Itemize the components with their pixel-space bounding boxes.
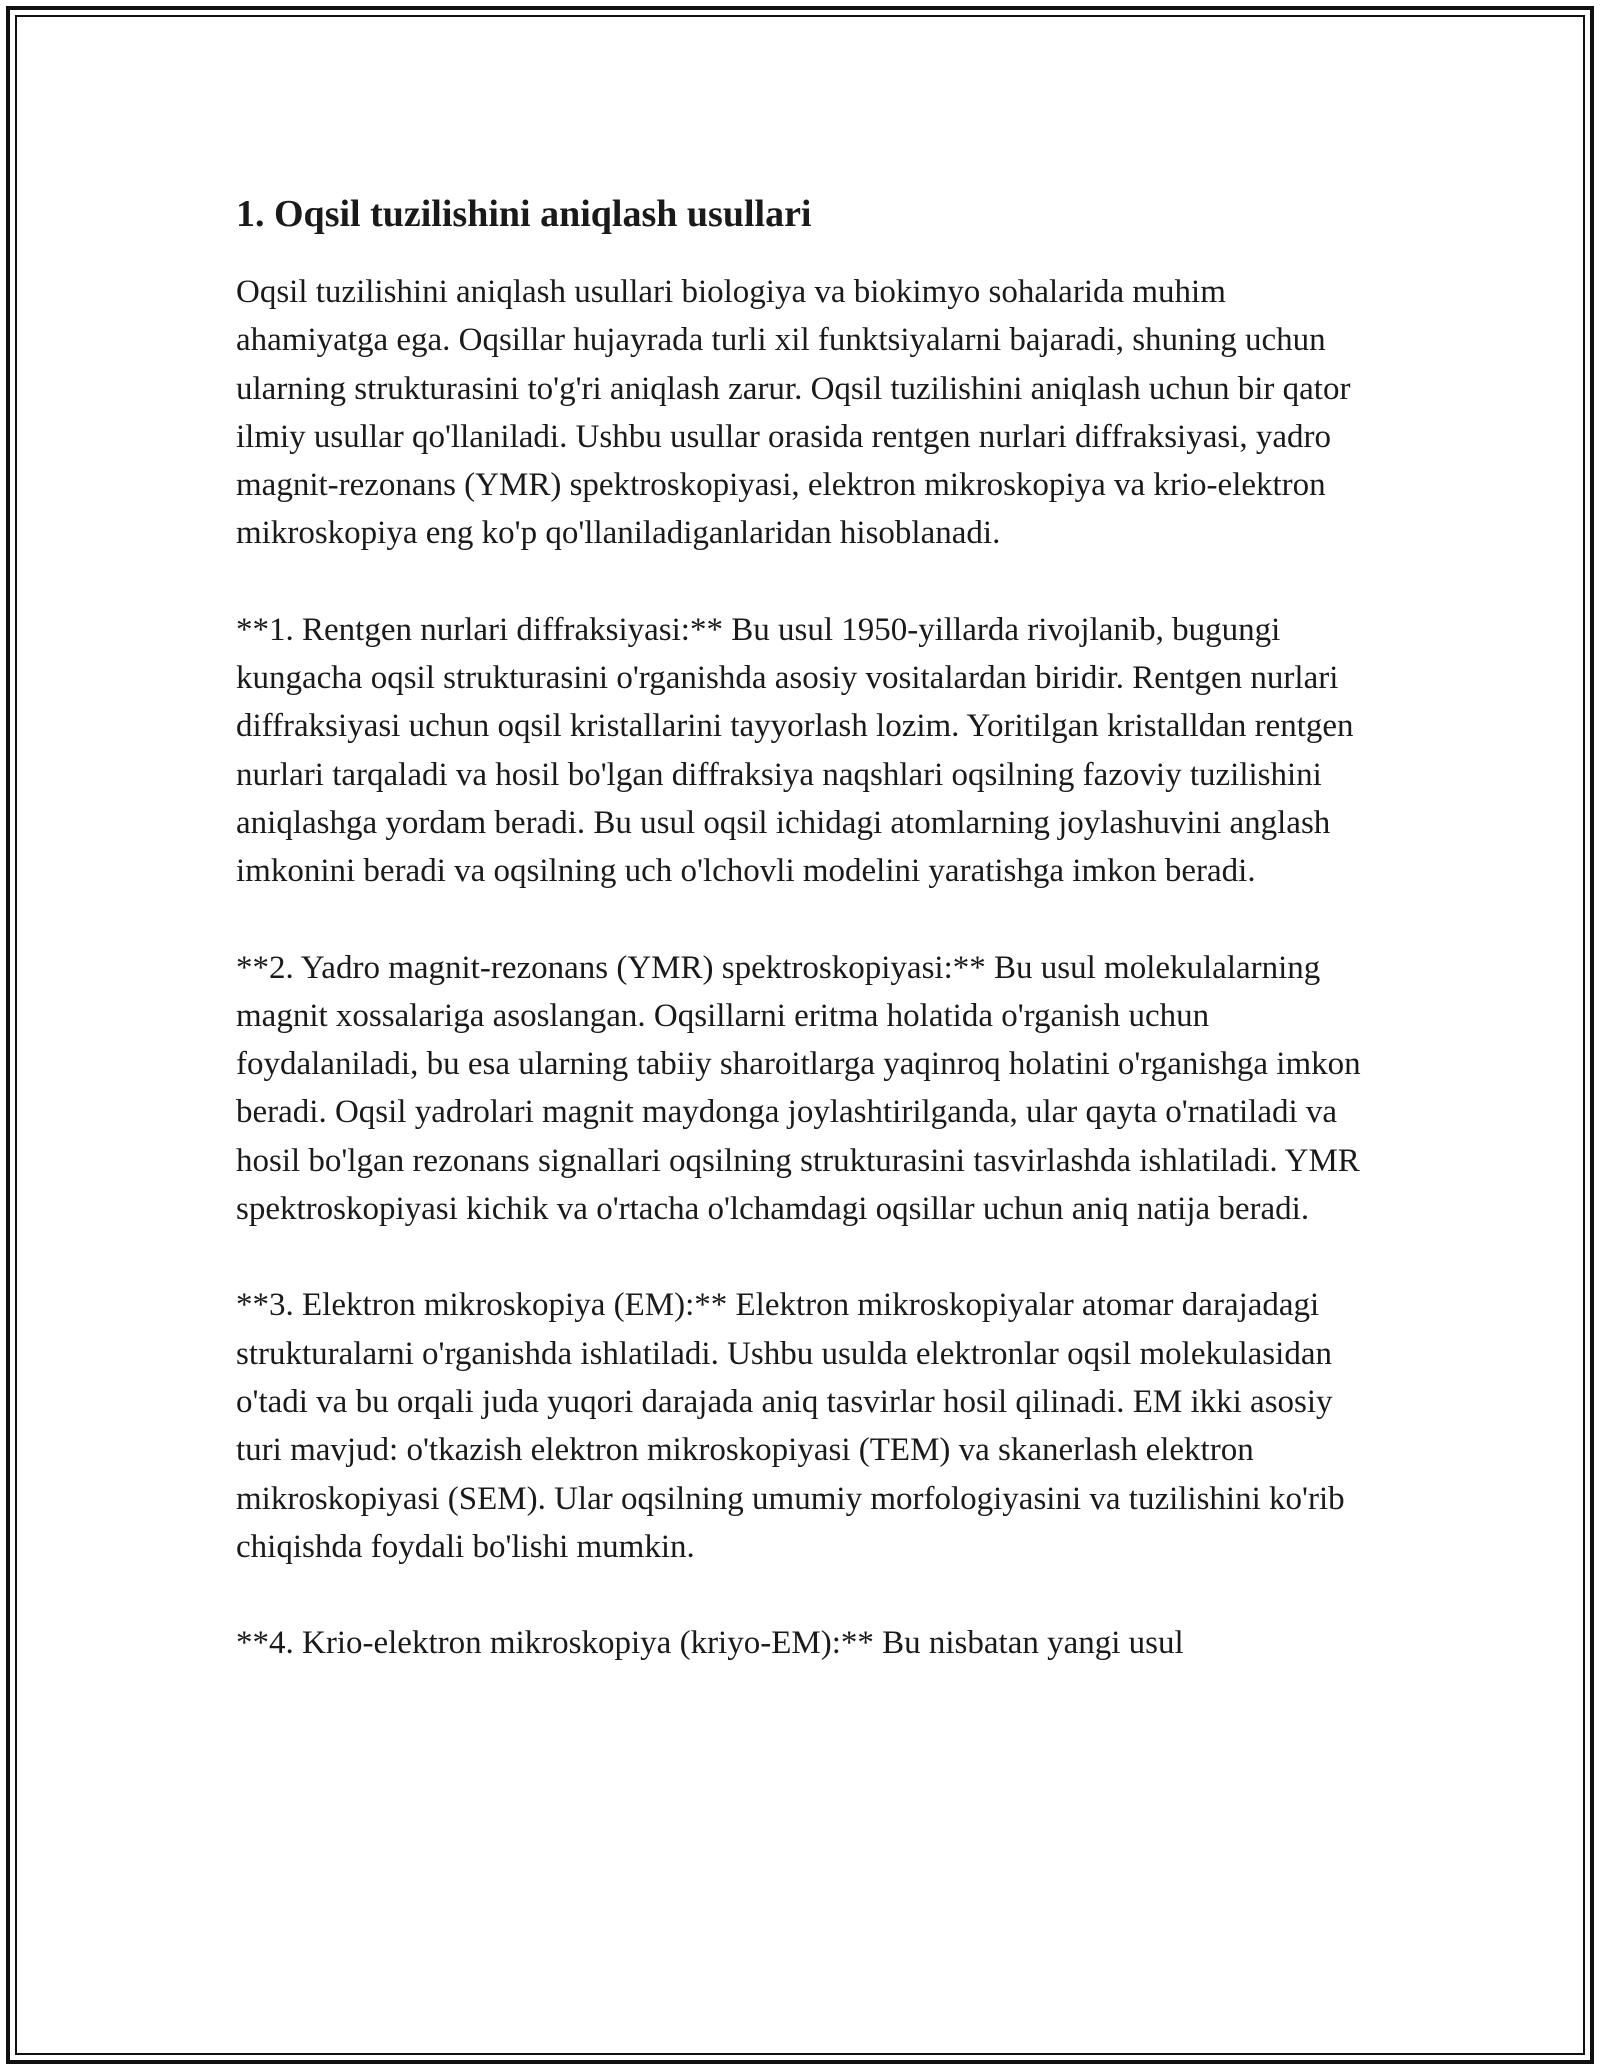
intro-paragraph: Oqsil tuzilishini aniqlash usullari biologiya va biokimyo sohalarida muhim ahamiyatga ega. Oqsillar hujayrada turli xil funktsiyalarni bajaradi, shuning uchun ularning strukturasini to'g'ri aniqlash zarur. Oqsil tuzilishini aniqlash uchun bir qator ilmiy usullar qo'llaniladi. Ushbu usullar orasida rentgen nurlari diffraksiyasi, yadro magnit-rezonans (YMR) spektroskopiyasi, elektron mikroskopiya va krio-elektron mikroskopiya eng ko'p qo'llaniladiganlaridan hisoblanadi. xyxy=(236,274,1351,552)
cryo-em-paragraph: **4. Krio-elektron mikroskopiya (kriyo-EM):** Bu nisbatan yangi usul xyxy=(236,1625,1184,1662)
section-heading: 1. Oqsil tuzilishini aniqlash usullari xyxy=(236,193,812,235)
electron-microscopy-paragraph: **3. Elektron mikroskopiya (EM):** Elektron mikroskopiyalar atomar darajadagi strukturalarni o'rganishda ishlatiladi. Ushbu usulda elektronlar oqsil molekulasidan o'tadi va bu orqali juda yuqori darajada aniq tasvirlar hosil qilinadi. EM ikki asosiy turi mavjud: o'tkazish elektron mikroskopiyasi (TEM) va skanerlash elektron mikroskopiyasi (SEM). Ular oqsilning umumiy morfologiyasini va tuzilishini ko'rib chiqishda foydali bo'lishi mumkin. xyxy=(236,1287,1345,1565)
xray-diffraction-paragraph: **1. Rentgen nurlari diffraksiyasi:** Bu usul 1950-yillarda rivojlanib, bugungi kungacha oqsil strukturasini o'rganishda asosiy vositalardan biridir. Rentgen nurlari diffraksiyasi uchun oqsil kristallarini tayyorlash lozim. Yoritilgan kristalldan rentgen nurlari tarqaladi va hosil bo'lgan diffraksiya naqshlari oqsilning fazoviy tuzilishini aniqlashga yordam beradi. Bu usul oqsil ichidagi atomlarning joylashuvini anglash imkonini beradi va oqsilning uch o'lchovli modelini yaratishga imkon beradi. xyxy=(236,611,1354,890)
document-body xyxy=(236,184,1376,1715)
nmr-spectroscopy-paragraph: **2. Yadro magnit-rezonans (YMR) spektroskopiyasi:** Bu usul molekulalarning magnit xossalariga asoslangan. Oqsillarni eritma holatida o'rganish uchun foydalaniladi, bu esa ularning tabiiy sharoitlarga yaqinroq holatini o'rganishga imkon beradi. Oqsil yadrolari magnit maydonga joylashtirilganda, ular qayta o'rnatiladi va hosil bo'lgan rezonans signallari oqsilning strukturasini tasvirlashda ishlatiladi. YMR spektroskopiyasi kichik va o'rtacha o'lchamdagi oqsillar uchun aniq natija beradi. xyxy=(236,949,1361,1228)
